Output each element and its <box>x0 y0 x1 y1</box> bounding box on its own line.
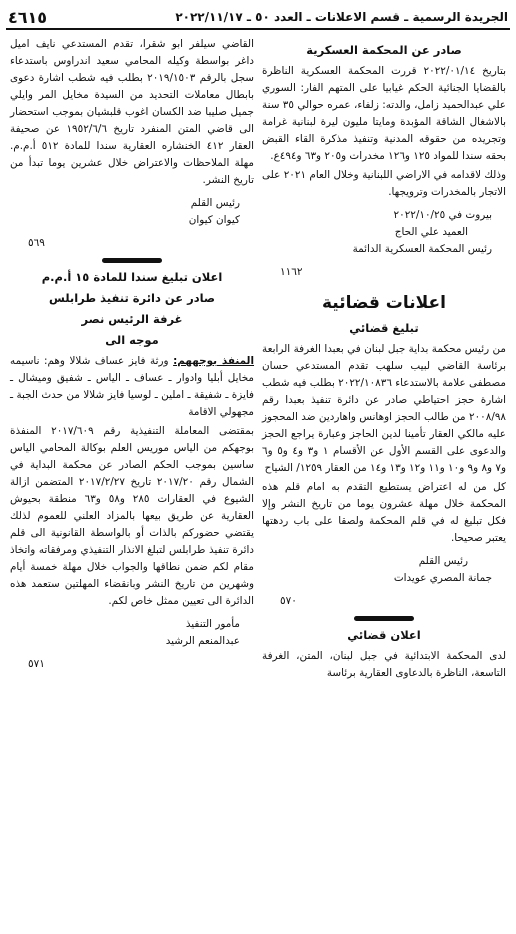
section-divider <box>354 616 414 621</box>
military-signer: العميد علي الحاج <box>394 226 468 238</box>
execution-signer-title: مأمور التنفيذ <box>185 618 240 630</box>
notice-1-heading: تبليغ قضائي <box>349 321 419 335</box>
military-ref: ١١٦٢ <box>280 266 303 278</box>
military-signature <box>262 207 506 258</box>
military-heading: صادر عن المحكمة العسكرية <box>306 43 462 57</box>
section-divider <box>102 258 162 263</box>
notice-1-body-2: كل من له اعتراض يستطيع التقدم به امام قلم هذه المحكمة خلال مهلة عشرون يوما من تاريخ النشر وإلا فكل تبليغ له في قلم المحكمة ولصقا على باب ردهتها يعتبر صحيحا. <box>262 481 506 544</box>
continuation-notice <box>10 36 254 252</box>
columns <box>6 36 510 684</box>
execution-body: بمقتضى المعاملة التنفيذية رقم ٢٠١٧/٦٠٩ المنفذة بوجهكم من الياس موريس العلم بوكالة المحامي الياس ساسين بموجب الحكم الصادر عن محكمة البداية في الشمال رقم ٢٠١٧/٢٠ تاريخ ٢٠١٧/٢/٢٧ المتضمن ازالة الشيوع في العقارات ٢٨٥ و٥٨ و٦٣ منطقة بحيوش العقارية عن طريق بيعها بالمزاد العلني للعموم لذلك يقتضي حضوركم بالذات أو بالواسطة القانونية الى قلم دائرة تنفيذ طرابلس لتبلغ الانذار التنفيذي ومرفقاته واتخاذ مقام لكم ضمن نطاقها والجواب خلال مهلة خمسة أيام وشهرين من تاريخ النشر وبانقضاء المهلتين ستعمد هذه الدائرة الى تعيين ممثل خاص لكم. <box>10 425 254 607</box>
execution-heading-2: صادر عن دائرة تنفيذ طرابلس <box>48 291 216 305</box>
military-court-notice <box>262 42 506 281</box>
execution-signature <box>10 616 254 650</box>
judicial-section-title: اعلانات قضائية <box>321 293 446 313</box>
notice-1 <box>262 320 506 610</box>
notice-1-signer: جمانة المصري عويدات <box>393 572 492 584</box>
continuation-signature <box>10 195 254 229</box>
right-column <box>260 36 510 684</box>
execution-lead: المنفذ بوجههم: <box>173 355 255 367</box>
left-column <box>6 36 256 684</box>
execution-lead-body: ورثة فايز عساف شلالا وهم: ناسيمه مخايل أبليا وادوار ـ عساف ـ الياس ـ شفيق وميشال ـ فايزة ـ شفيقة ـ املين ـ لوسيا فايز شلالا من حدث الجبة ـ مجهولي الاقامة <box>10 355 254 418</box>
execution-addressees <box>10 353 254 421</box>
page-number: ٤٦١٥ <box>8 7 48 27</box>
continuation-ref: ٥٦٩ <box>28 237 45 249</box>
notice-2-heading: اعلان قضائي <box>347 628 421 642</box>
execution-heading-4: موجه الى <box>105 333 159 347</box>
continuation-signer-title: رئيس القلم <box>190 197 240 209</box>
notice-1-ref: ٥٧٠ <box>280 595 297 607</box>
notice-2 <box>262 627 506 682</box>
execution-heading-1: اعلان تبليغ سندا للمادة ١٥ أ.م.م <box>41 270 223 284</box>
military-body: بتاريخ ٢٠٢٢/٠١/١٤ قررت المحكمة العسكرية الناظرة بالقضايا الجنائية الحكم غيابيا على المتهم الفار: السوري علي عبدالحميد زامل، والدته: زلفاء، عمره حوالي ٣٥ سنة بالاشغال الشاقة المؤبدة ومايتا مليون ليرة لبنانية غرامة وتجريده من حقوقه المدنية وتنفيذ مذكرة القاء القبض بحقه سندا للمواد ١٢٥ و١٢٦ مخدرات و٢٠٥ و٦٣ و٤٩٤ع. <box>262 65 506 162</box>
page-header <box>6 8 510 30</box>
notice-2-body: لدى المحكمة الابتدائية في جبل لبنان، المتن، الغرفة التاسعة، الناظرة بالدعاوى العقارية برئاسة <box>262 650 506 679</box>
execution-notice <box>10 269 254 673</box>
notice-1-signature <box>262 553 506 587</box>
military-body-2: وذلك لاقدامه في الاراضي اللبنانية وخلال العام ٢٠٢١ على الاتجار بالمخدرات وترويجها. <box>262 169 506 198</box>
execution-heading-3: غرفة الرئيس نصر <box>81 312 183 326</box>
military-date: بيروت في ٢٠٢٢/١٠/٢٥ <box>393 209 492 221</box>
continuation-signer: كيوان كيوان <box>188 214 240 226</box>
gazette-header-title: الجريدة الرسمية ـ قسم الاعلانات ـ العدد ٥٠ ـ ٢٠٢٢/١١/١٧ <box>175 10 508 24</box>
execution-signer: عبدالمنعم الرشيد <box>165 635 240 647</box>
continuation-body: القاضي سيلفر ابو شقرا، تقدم المستدعي نايف اميل داغر بواسطة وكيله المحامي سعيد اندراوس باستدعاء سجل بالرقم ٢٠١٩/١٥٠٣ بطلب فيه شطب اشارة دعوى بابطال معاملات التحديد من السيدة مخايل المر وايلي جميل صليبا ضد الكسان اغوب قلبشيان بموجب استحضار الى قاضي المتن المنفرد تاريخ ١٩٥٢/٦/٦ عن صحيفة العقار ٤١٢ الخنشاره العقارية سندا للمادة ٥١٢ أ.م.م. مهلة الملاحظات والاعتراض خلال عشرين يوما تبدأ من تاريخ النشر. <box>10 38 255 186</box>
notice-1-body: من رئيس محكمة بداية جبل لبنان في بعبدا الغرفة الرابعة برئاسة القاضي لبيب سلهب تقدم المستدعي حسان مصطفى علامة بالاستدعاء ٢٠٢٢/١٠٨٣٦ بطلب فيه شطب اشارة حجز احتياطي صادر عن دائرة تنفيذ بعبدا رقم ٢٠٠٨/٩٨ من طالب الحجز اوهانس واهاردين ضد المحجوز عليه مالكي العقار تأمينا لدين الحاجز وعبارة يراجع الحجز والدعوى على القسم الأول عن الأقسام ١ و٣ و٤ و٥ و٦ و٧ و٨ و٩ و١٠ و١١ و١٢ و١٣ و١٤ من العقار ١٢٥٩/ الشياح <box>262 343 507 474</box>
notice-1-signer-title: رئيس القلم <box>418 555 468 567</box>
military-signer-title: رئيس المحكمة العسكرية الدائمة <box>352 243 492 255</box>
execution-ref: ٥٧١ <box>28 658 45 670</box>
